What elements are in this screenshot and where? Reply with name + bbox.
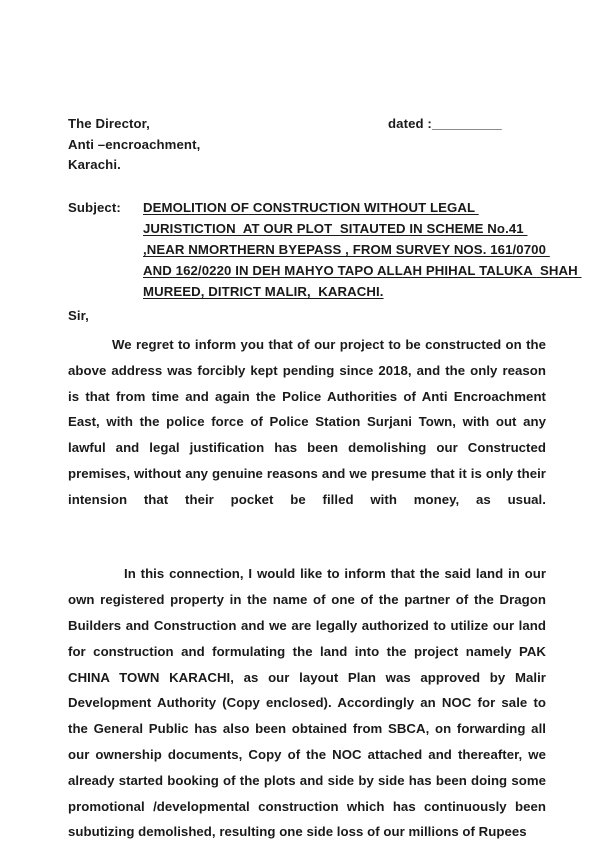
subject-block [68,197,582,302]
letter-header [68,114,546,176]
addressee-line-3: Karachi. [68,157,121,172]
subject-label: Subject: [68,200,121,215]
subject-line-1-text: DEMOLITION OF CONSTRUCTION WITHOUT LEGAL [143,200,479,215]
subject-line-3-text: ,NEAR NMORTHERN BYEPASS , FROM SURVEY NOS. 161/0700 [143,242,550,257]
subject-line-5-text: MUREED, DITRICT MALIR, KARACHI. [143,284,384,299]
dated-blank-line[interactable]: __________ [431,116,502,131]
dated-label: dated : [388,116,432,131]
addressee-line-2: Anti –encroachment, [68,136,201,152]
subject-line-1 [143,197,582,218]
subject-line-2-text: JURISTICTION AT OUR PLOT SITAUTED IN SCHEME No.41 [143,221,528,236]
subject-lines [143,197,582,302]
subject-line-2 [143,218,582,239]
addressee-line-1: The Director, [68,116,150,131]
letter-body [68,332,546,845]
subject-line-4-text: AND 162/0220 IN DEH MAHYO TAPO ALLAH PHIHAL TALUKA [143,263,537,278]
body-paragraph-2: In this connection, I would like to inform that the said land in our own registered property in the name of one of the partner of the Dragon Builders and Construction and we are legally authorized to utilize our land for construction and formulating the land into the project namely PAK CHINA TOWN KARACHI, as our layout Plan was approved by Malir Development Authority (Copy enclosed). Accordingly an NOC for sale to the General Public has also been obtained from SBCA, on forwarding all our ownership documents, Copy of the NOC attached and thereafter, we already started booking of the plots and side by side has been doing some promotional /developmental construction which has continuously been subutizing demolished, resulting one side loss of our millions of Rupees [68,566,546,840]
subject-line-4-tail: SHAH [536,263,582,278]
subject-line-5 [143,281,582,302]
dated-field [388,114,546,135]
body-paragraph-1: We regret to inform you that of our project to be constructed on the above address was forcibly kept pending since 2018, and the only reason is that from time and again the Police Authorities of Anti Encroachment East, with the police force of Police Station Surjani Town, with out any lawful and legal justification has been demolishing our Constructed premises, without any genuine reasons and we presume that it is only their intension that their pocket be filled with money, as usual. [68,337,546,507]
subject-line-3 [143,239,582,260]
salutation: Sir, [68,308,89,323]
header-top-row [68,114,546,135]
subject-line-4 [143,260,582,281]
